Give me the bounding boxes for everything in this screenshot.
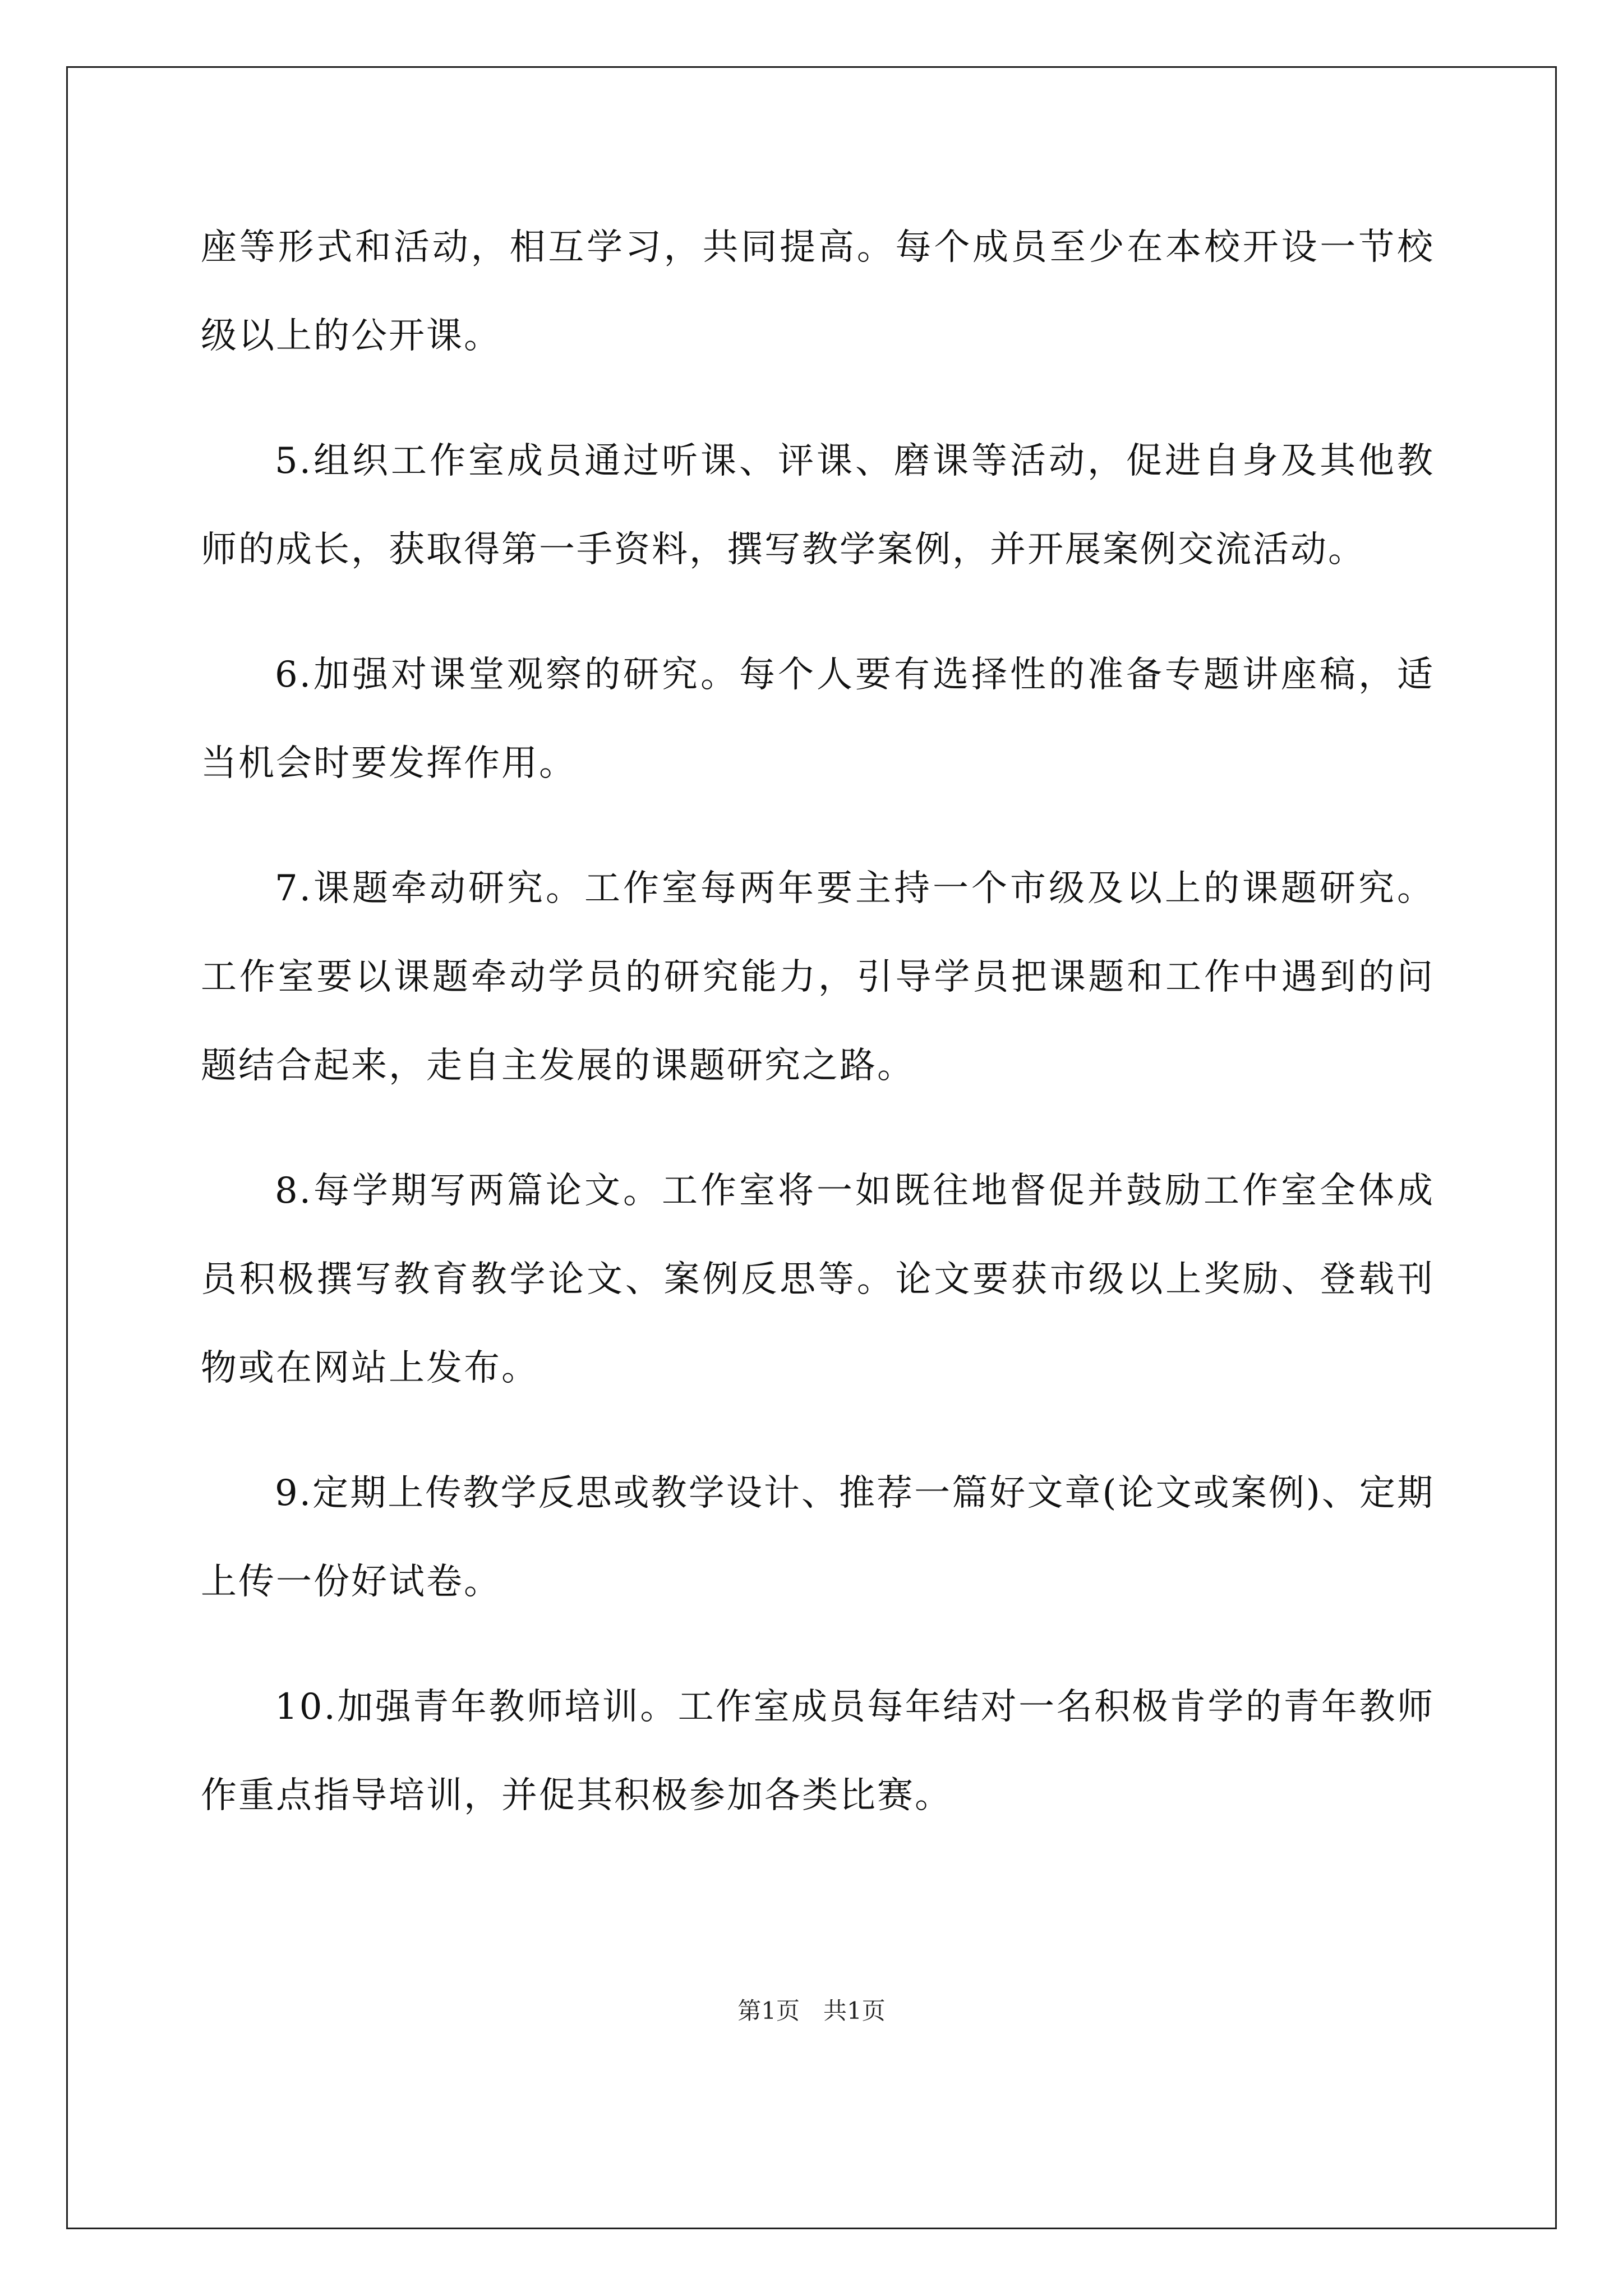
page-number-footer: 第1页 共1页 [737,1997,886,2024]
paragraph-item-7: 7.课题牵动研究。工作室每两年要主持一个市级及以上的课题研究。工作室要以课题牵动学员的研究能力，引导学员把课题和工作中遇到的问题结合起来，走自主发展的课题研究之路。 [201,868,1435,1087]
paragraph-item-8: 8.每学期写两篇论文。工作室将一如既往地督促并鼓励工作室全体成员积极撰写教育教学论文、案例反思等。论文要获市级以上奖励、登载刊物或在网站上发布。 [201,1170,1435,1389]
paragraph-item-6: 6.加强对课堂观察的研究。每个人要有选择性的准备专题讲座稿，适当机会时要发挥作用。 [201,654,1435,784]
paragraph-item-9: 9.定期上传教学反思或教学设计、推荐一篇好文章(论文或案例)、定期上传一份好试卷。 [201,1473,1435,1603]
paragraph-continuation: 座等形式和活动，相互学习，共同提高。每个成员至少在本校开设一节校级以上的公开课。 [201,227,1435,357]
document-body [201,203,1435,1876]
paragraph-item-5: 5.组织工作室成员通过听课、评课、磨课等活动，促进自身及其他教师的成长，获取得第一手资料，撰写教学案例，并开展案例交流活动。 [201,440,1435,570]
paragraph-item-10: 10.加强青年教师培训。工作室成员每年结对一名积极肯学的青年教师作重点指导培训，并促其积极参加各类比赛。 [201,1686,1435,1816]
